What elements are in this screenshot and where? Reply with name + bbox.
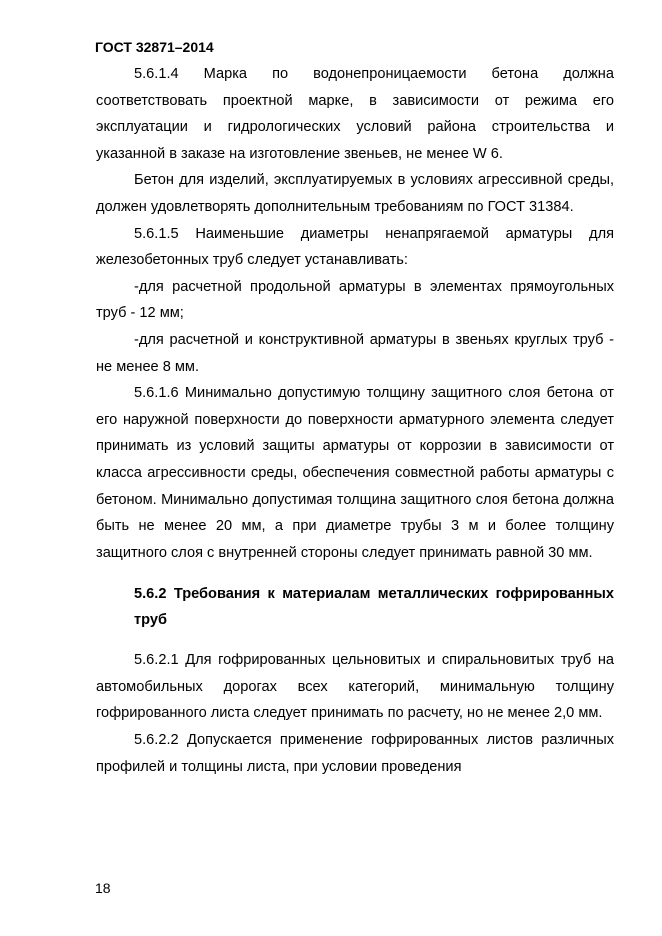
- paragraph-concrete-aggressive-env: Бетон для изделий, эксплуатируемых в условиях агрессивной среды, должен удовлетворять дополнительным требованиям по ГОСТ 31384.: [96, 172, 614, 215]
- list-item-round-pipes: -для расчетной и конструктивной арматуры в звеньях круглых труб - не менее 8 мм.: [96, 331, 614, 375]
- page-header: ГОСТ 32871–2014: [95, 39, 214, 55]
- document-body: [96, 61, 614, 780]
- paragraph-5-6-1-5: 5.6.1.5 Наименьшие диаметры ненапрягаемой арматуры для железобетонных труб следует устанавливать:: [96, 225, 614, 269]
- section-heading-5-6-2: 5.6.2 Требования к материалам металлических гофрированных труб: [134, 586, 614, 629]
- paragraph-5-6-1-6: 5.6.1.6 Минимально допустимую толщину защитного слоя бетона от его наружной поверхности до поверхности арматурного элемента следует принимать из условий защиты арматуры от коррозии в зависимости от класса агрессивности среды, обеспечения совместной работы арматуры с бетоном. Минимально допустимая толщина защитного слоя бетона должна быть не менее 20 мм, а при диаметре трубы 3 м и более толщину защитного слоя с внутренней стороны следует принимать равной 30 мм.: [96, 385, 614, 561]
- paragraph-5-6-1-4: 5.6.1.4 Марка по водонепроницаемости бетона должна соответствовать проектной марке, в зависимости от режима его эксплуатации и гидрологических условий района строительства и указанной в заказе на изготовление звеньев, не менее W 6.: [96, 66, 614, 162]
- page-number: 18: [95, 880, 111, 896]
- paragraph-5-6-2-2: 5.6.2.2 Допускается применение гофрированных листов различных профилей и толщины листа, при условии проведения: [96, 732, 614, 775]
- paragraph-5-6-2-1: 5.6.2.1 Для гофрированных цельновитых и спиральновитых труб на автомобильных дорогах всех категорий, минимальную толщину гофрированного листа следует принимать по расчету, но не менее 2,0 мм.: [96, 652, 614, 722]
- list-item-rectangular-pipes: -для расчетной продольной арматуры в элементах прямоугольных труб - 12 мм;: [96, 278, 614, 322]
